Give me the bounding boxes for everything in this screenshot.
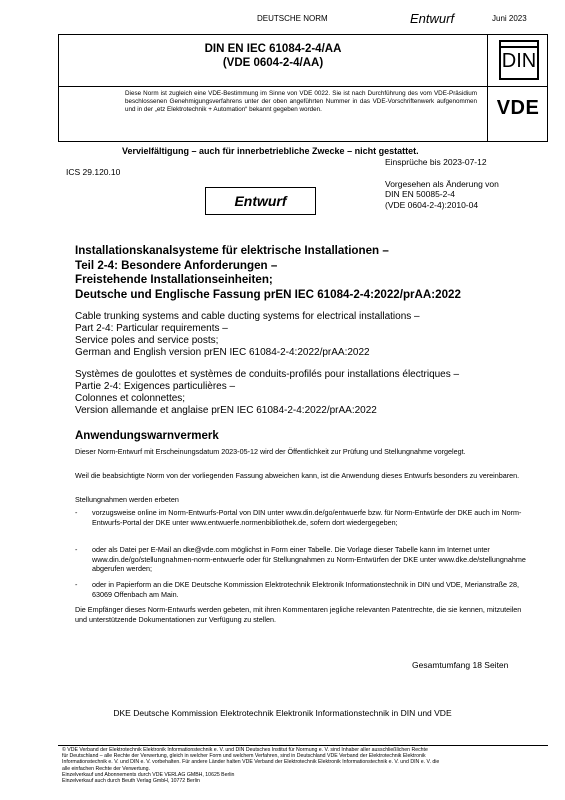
ics-code: ICS 29.120.10 <box>66 167 121 177</box>
document-number-vde: (VDE 0604-2-4/AA) <box>222 57 324 69</box>
replacement-info <box>385 179 499 210</box>
title-line: Partie 2-4: Exigences particulières – <box>75 381 236 392</box>
replacement-line: Vorgesehen als Änderung von <box>385 179 499 189</box>
draft-stamp <box>205 187 316 215</box>
list-bullet: - <box>75 545 78 554</box>
din-logo-text: DIN <box>501 50 537 72</box>
dke-footer: DKE Deutsche Kommission Elektrotechnik Elektronik Informationstechnik in DIN und VDE <box>113 708 452 718</box>
vde-note: Diese Norm ist zugleich eine VDE-Bestimmung im Sinne von VDE 0022. Sie ist nach Durchführung des vom VDE-Präsidium beschlossenen Genehmigungsverfahrens unter der oben angeführten Nummer in das VDE-Vorschriftenwerk aufgenommen und in der „etz Elektrotechnik + Automation“ bekannt gegeben worden. <box>125 90 477 114</box>
warning-paragraph: Die Empfänger dieses Norm-Entwurfs werden gebeten, mit ihren Kommentaren jegliche relevanten Patentrechte, die sie kennen, mitzuteilen und unterstützende Dokumentationen zur Verfügung zu stellen. <box>75 605 522 624</box>
draft-stamp-text: Entwurf <box>234 193 287 209</box>
title-line: German and English version prEN IEC 61084-2-4:2022/prAA:2022 <box>75 347 370 358</box>
document-number: DIN EN IEC 61084-2-4/AA <box>204 43 342 55</box>
title-line: Deutsche und Englische Fassung prEN IEC 61084-2-4:2022/prAA:2022 <box>75 287 461 301</box>
title-line: Freistehende Installationseinheiten; <box>75 273 273 287</box>
vde-logo: VDE <box>496 97 540 119</box>
copyright-line: Einzelverkauf und Abonnements durch VDE VERLAG GMBH, 10625 Berlin <box>62 771 235 778</box>
copyright-line: © VDE Verband der Elektrotechnik Elektronik Informationstechnik e. V. und DIN Deutsches Institut für Normung e. V. sind Inhaber aller ausschließlichen Rechte <box>62 747 428 753</box>
title-line: Service poles and service posts; <box>75 335 219 346</box>
objection-deadline: Einsprüche bis 2023-07-12 <box>385 157 487 167</box>
title-frame <box>58 34 548 142</box>
title-german <box>75 244 515 302</box>
din-logo <box>499 40 539 80</box>
copyright-line: Informationstechnik e. V. und DIN e. V. vorbehalten. Für andere Länder halten VDE Verband der Elektrotechnik Elektronik Informationstechnik e. V. und DIN e. V. die <box>62 759 440 766</box>
title-line: Installationskanalsysteme für elektrische Installationen – <box>75 244 389 257</box>
din-logo-bar <box>501 46 537 48</box>
warning-heading: Anwendungswarnvermerk <box>75 430 219 442</box>
title-line: Cable trunking systems and cable ducting systems for electrical installations – <box>75 311 420 322</box>
copyright-notice <box>62 747 548 784</box>
replacement-line: DIN EN 50085-2-4 <box>385 189 455 200</box>
copyright-line: Einzelverkauf auch durch Beuth Verlag GmbH, 10772 Berlin <box>62 778 200 785</box>
list-item: oder als Datei per E-Mail an dke@vde.com möglichst in Form einer Tabelle. Die Vorlage dieser Tabelle kann im Internet unter www.din.de/go/stellungnahmen-norm-entwuerfe oder für Stellungnahmen zu Norm-Entwürfen der DKE unter www.dke.de/stellungnahme abgerufen werden; <box>92 545 526 574</box>
title-line: Teil 2-4: Besondere Anforderungen – <box>75 258 278 272</box>
total-pages: Gesamtumfang 18 Seiten <box>412 660 509 670</box>
title-english <box>75 311 515 359</box>
title-line: Colonnes et colonnettes; <box>75 393 186 404</box>
copyright-line: für Deutschland – alle Rechte der Verwertung, gleich in welcher Form und welchem Verfahren, sind in Deutschland VDE Verband der Elektrotechnik Elektronik <box>62 753 426 760</box>
header-status: Entwurf <box>410 11 455 26</box>
list-item: vorzugsweise online im Norm-Entwurfs-Portal von DIN unter www.din.de/go/entwuerfe bzw. für Norm-Entwürfe der DKE auch im Norm-Entwurfs-Portal der DKE unter www.entwuerfe.normenbibliothek.de, sofern dort wiedergegeben; <box>92 508 522 527</box>
header-date: Juni 2023 <box>492 14 527 23</box>
replacement-line: (VDE 0604-2-4):2010-04 <box>385 199 479 210</box>
frame-divider-vertical <box>487 35 488 141</box>
frame-divider-horizontal <box>59 86 547 87</box>
warning-paragraph: Stellungnahmen werden erbeten <box>75 495 179 504</box>
list-bullet: - <box>75 508 78 517</box>
reproduction-notice: Vervielfältigung – auch für innerbetriebliche Zwecke – nicht gestattet. <box>122 146 419 156</box>
title-line: Systèmes de goulottes et systèmes de conduits-profilés pour installations électriques – <box>75 369 460 380</box>
footer-rule <box>58 745 548 746</box>
title-line: Part 2-4: Particular requirements – <box>75 323 228 334</box>
list-item: oder in Papierform an die DKE Deutsche Kommission Elektrotechnik Elektronik Informationstechnik in DIN und VDE, Merianstraße 28, 63069 Offenbach am Main. <box>92 580 520 599</box>
header-norm-label: DEUTSCHE NORM <box>257 14 328 23</box>
warning-paragraph: Weil die beabsichtigte Norm von der vorliegenden Fassung abweichen kann, ist die Anwendung dieses Entwurfs besonders zu vereinbaren. <box>75 471 520 480</box>
copyright-line: alle einfachen Rechte der Verwertung. <box>62 765 150 772</box>
title-french <box>75 369 535 417</box>
warning-paragraph: Dieser Norm-Entwurf mit Erscheinungsdatum 2023-05-12 wird der Öffentlichkeit zur Prüfung und Stellungnahme vorgelegt. <box>75 447 466 456</box>
title-line: Version allemande et anglaise prEN IEC 61084-2-4:2022/prAA:2022 <box>75 405 377 416</box>
list-bullet: - <box>75 580 78 589</box>
